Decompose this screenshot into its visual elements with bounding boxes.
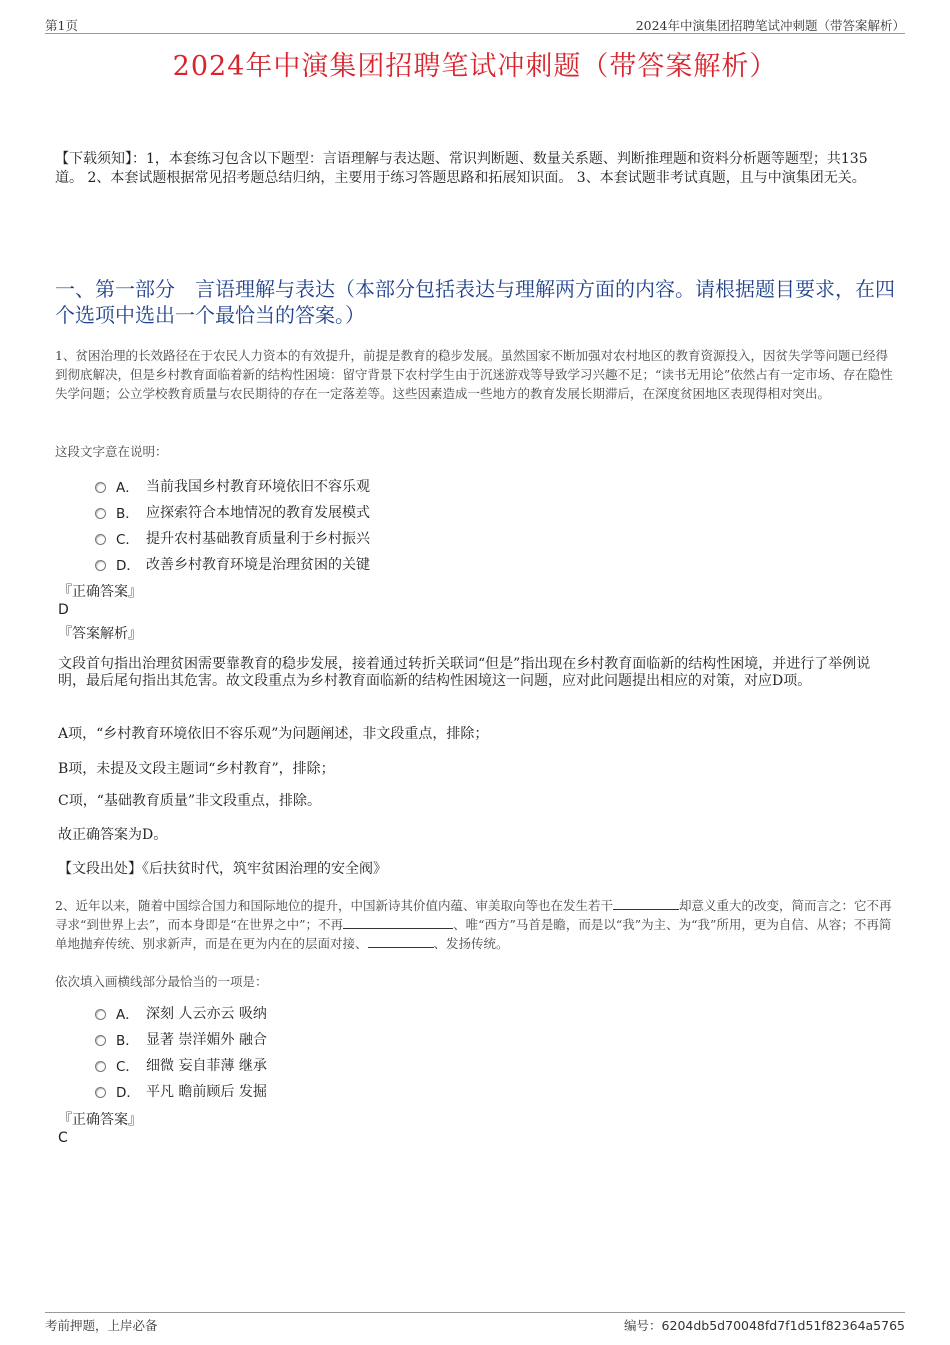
correct-answer-value: D	[58, 602, 69, 618]
footer-slogan: 考前押题，上岸必备	[45, 1318, 158, 1333]
question-1-options	[95, 473, 370, 577]
question-1-prompt: 这段文字意在说明：	[55, 444, 168, 459]
blank-3	[368, 936, 434, 948]
radio-button-icon[interactable]	[95, 508, 106, 519]
radio-button-icon[interactable]	[95, 560, 106, 571]
option-text: 深刻 人云亦云 吸纳	[146, 1006, 267, 1022]
radio-button-icon[interactable]	[95, 1087, 106, 1098]
option-letter: C．	[116, 1059, 139, 1075]
option-letter: A．	[116, 480, 139, 496]
option-letter: B．	[116, 506, 139, 522]
option-text: 当前我国乡村教育环境依旧不容乐观	[146, 479, 370, 495]
radio-button-icon[interactable]	[95, 1061, 106, 1072]
option-text: 显著 崇洋媚外 融合	[146, 1032, 267, 1048]
download-notice: 【下载须知】：1，本套练习包含以下题型：言语理解与表达题、常识判断题、数量关系题、判断推理题和资料分析题等题型；共135道。 2、本套试题根据常见招考题总结归纳，主要用于练习答题思路和拓展知识面。 3、本套试题非考试真题，且与中演集团无关。	[55, 151, 868, 186]
option-text: 细微 妄自菲薄 继承	[146, 1058, 267, 1074]
analysis-label: 『答案解析』	[58, 626, 142, 642]
page-header	[45, 14, 905, 34]
page-number: 第1页	[45, 18, 78, 33]
section-heading: 一、第一部分 言语理解与表达（本部分包括表达与理解两方面的内容。请根据题目要求，在四个选项中选出一个最恰当的答案。）	[55, 277, 895, 327]
option-c[interactable]	[95, 525, 370, 551]
question-2-prompt: 依次填入画横线部分最恰当的一项是：	[55, 974, 268, 989]
analysis-option-a: A项，“乡村教育环境依旧不容乐观”为问题阐述，非文段重点，排除；	[58, 726, 489, 742]
option-d[interactable]	[95, 551, 370, 577]
blank-1	[613, 898, 679, 910]
option-text: 改善乡村教育环境是治理贫困的关键	[146, 557, 370, 573]
option-text: 应探索符合本地情况的教育发展模式	[146, 505, 370, 521]
option-a[interactable]	[95, 1000, 267, 1026]
correct-answer-label: 『正确答案』	[58, 584, 142, 600]
radio-button-icon[interactable]	[95, 1009, 106, 1020]
code-value: 6204db5d70048fd7f1d51f82364a5765	[661, 1318, 905, 1333]
analysis-option-c: C项，“基础教育质量”非文段重点，排除。	[58, 793, 322, 809]
code-label: 编号：	[624, 1318, 662, 1333]
option-text: 提升农村基础教育质量利于乡村振兴	[146, 531, 370, 547]
footer-code	[624, 1316, 905, 1334]
question-2-options	[95, 1000, 267, 1104]
correct-answer-value: C	[58, 1130, 68, 1146]
passage-source: 【文段出处】《后扶贫时代，筑牢贫困治理的安全阀》	[58, 861, 387, 877]
correct-answer-label: 『正确答案』	[58, 1112, 142, 1128]
radio-button-icon[interactable]	[95, 482, 106, 493]
option-b[interactable]	[95, 499, 370, 525]
option-text: 平凡 瞻前顾后 发掘	[146, 1084, 267, 1100]
blank-2	[343, 917, 453, 929]
analysis-conclusion: 故正确答案为D。	[58, 827, 168, 843]
option-a[interactable]	[95, 473, 370, 499]
option-b[interactable]	[95, 1026, 267, 1052]
option-letter: D．	[116, 558, 140, 574]
analysis-option-b: B项，未提及文段主题词“乡村教育”，排除；	[58, 761, 335, 777]
option-letter: A．	[116, 1007, 139, 1023]
option-c[interactable]	[95, 1052, 267, 1078]
document-title: 2024年中演集团招聘笔试冲刺题（带答案解析）	[172, 51, 778, 82]
question-2-text: 2、近年以来，随着中国综合国力和国际地位的提升，中国新诗其价值内蕴、审美取向等也在发生若干 却意义重大的改变，简而言之：它不再寻求“到世界上去”，而本身即是“在世界之中”；不再 、唯“西方”马首是瞻，而是以“我”为主、为“我”所用，更为自信、从容；不再简单地抛弃传统、别求新声，而是在更为内在的层面对接、 、发扬传统。	[55, 898, 892, 951]
page-footer	[45, 1312, 905, 1336]
option-letter: C．	[116, 532, 139, 548]
header-doc-title: 2024年中演集团招聘笔试冲刺题（带答案解析）	[635, 18, 905, 33]
option-letter: B．	[116, 1033, 139, 1049]
radio-button-icon[interactable]	[95, 534, 106, 545]
radio-button-icon[interactable]	[95, 1035, 106, 1046]
option-d[interactable]	[95, 1078, 267, 1104]
option-letter: D．	[116, 1085, 140, 1101]
question-1-text: 1、贫困治理的长效路径在于农民人力资本的有效提升，前提是教育的稳步发展。虽然国家不断加强对农村地区的教育资源投入，因贫失学等问题已经得到彻底解决，但是乡村教育面临着新的结构性困境：留守背景下农村学生由于沉迷游戏等导致学习兴趣不足；“读书无用论”依然占有一定市场、存在隐性失学问题；公立学校教育质量与农民期待的存在一定落差等。这些因素造成一些地方的教育发展长期滞后，在深度贫困地区表现得相对突出。	[55, 348, 893, 401]
analysis-paragraph: 文段首句指出治理贫困需要靠教育的稳步发展，接着通过转折关联词“但是”指出现在乡村教育面临新的结构性困境，并进行了举例说明，最后尾句指出其危害。故文段重点为乡村教育面临新的结构性困境这一问题，应对此问题提出相应的对策，对应D项。	[58, 656, 871, 689]
